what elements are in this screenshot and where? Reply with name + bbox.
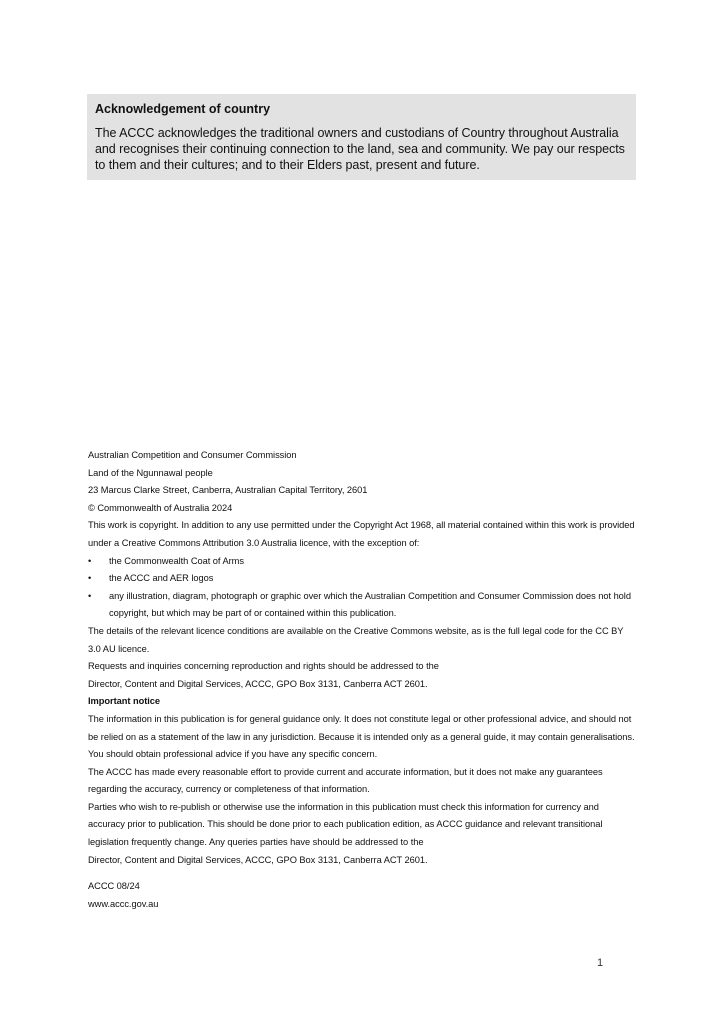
bullet-icon: • [88, 555, 92, 566]
bullet-icon: • [88, 573, 92, 584]
acknowledgement-heading: Acknowledgement of country [95, 102, 271, 116]
acknowledgement-box [87, 94, 636, 180]
publisher-org: Australian Competition and Consumer Commission [88, 450, 297, 460]
bullet-icon: • [88, 590, 92, 601]
publisher-land: Land of the Ngunnawal people [88, 467, 213, 478]
publication-reference: ACCC 08/24 [88, 881, 140, 892]
exceptions-list [88, 553, 638, 623]
important-notice-contact: Director, Content and Digital Services, ACCC, GPO Box 3131, Canberra ACT 2601. [88, 854, 428, 865]
page-number: 1 [597, 957, 604, 969]
important-notice-para1: The information in this publication is for general guidance only. It does not constitute legal or other professional advice, and should not be relied on as a statement of the law in any jurisdiction. Because it is intended only as a general guide, it may contain generalisations. You should obtain professional advice if you have any specific concern. [88, 713, 635, 760]
legal-section [88, 447, 638, 913]
exception-text: the ACCC and AER logos [109, 573, 214, 584]
important-notice-para3: Parties who wish to re-publish or otherwise use the information in this publication must check this information for currency and accuracy prior to publication. This should be done prior to each publication edition, as ACCC guidance and relevant transitional legislation frequently change. Any queries parties have should be addressed to the [88, 801, 603, 848]
important-notice-heading: Important notice [88, 696, 161, 707]
exception-text: any illustration, diagram, photograph or graphic over which the Australian Competition and Consumer Commission does not hold copyright, but which may be part of or contained within this publication. [109, 590, 631, 619]
spacer [88, 869, 638, 878]
publisher-address: 23 Marcus Clarke Street, Canberra, Australian Capital Territory, 2601 [88, 485, 368, 496]
requests-contact: Director, Content and Digital Services, ACCC, GPO Box 3131, Canberra ACT 2601. [88, 678, 428, 689]
list-item [88, 553, 638, 571]
licence-details: The details of the relevant licence conditions are available on the Creative Commons website, as is the full legal code for the CC BY 3.0 AU licence. [88, 625, 624, 654]
list-item [88, 588, 638, 623]
copyright-line: © Commonwealth of Australia 2024 [88, 502, 233, 513]
exception-text: the Commonwealth Coat of Arms [109, 555, 244, 566]
important-notice-para2: The ACCC has made every reasonable effort to provide current and accurate information, but it does not make any guarantees regarding the accuracy, currency or completeness of that information. [88, 766, 603, 795]
requests-text: Requests and inquiries concerning reproduction and rights should be addressed to the [88, 661, 439, 672]
copyright-intro: This work is copyright. In addition to any use permitted under the Copyright Act 1968, all material contained within this work is provided under a Creative Commons Attribution 3.0 Australia licence, with the exception of: [88, 520, 635, 548]
website-link[interactable]: www.accc.gov.au [88, 898, 159, 909]
list-item [88, 570, 638, 588]
acknowledgement-body: The ACCC acknowledges the traditional owners and custodians of Country throughout Australia and recognises their continuing connection to the land, sea and community. We pay our respects to them and their cultures; and to their Elders past, present and future. [95, 126, 625, 172]
